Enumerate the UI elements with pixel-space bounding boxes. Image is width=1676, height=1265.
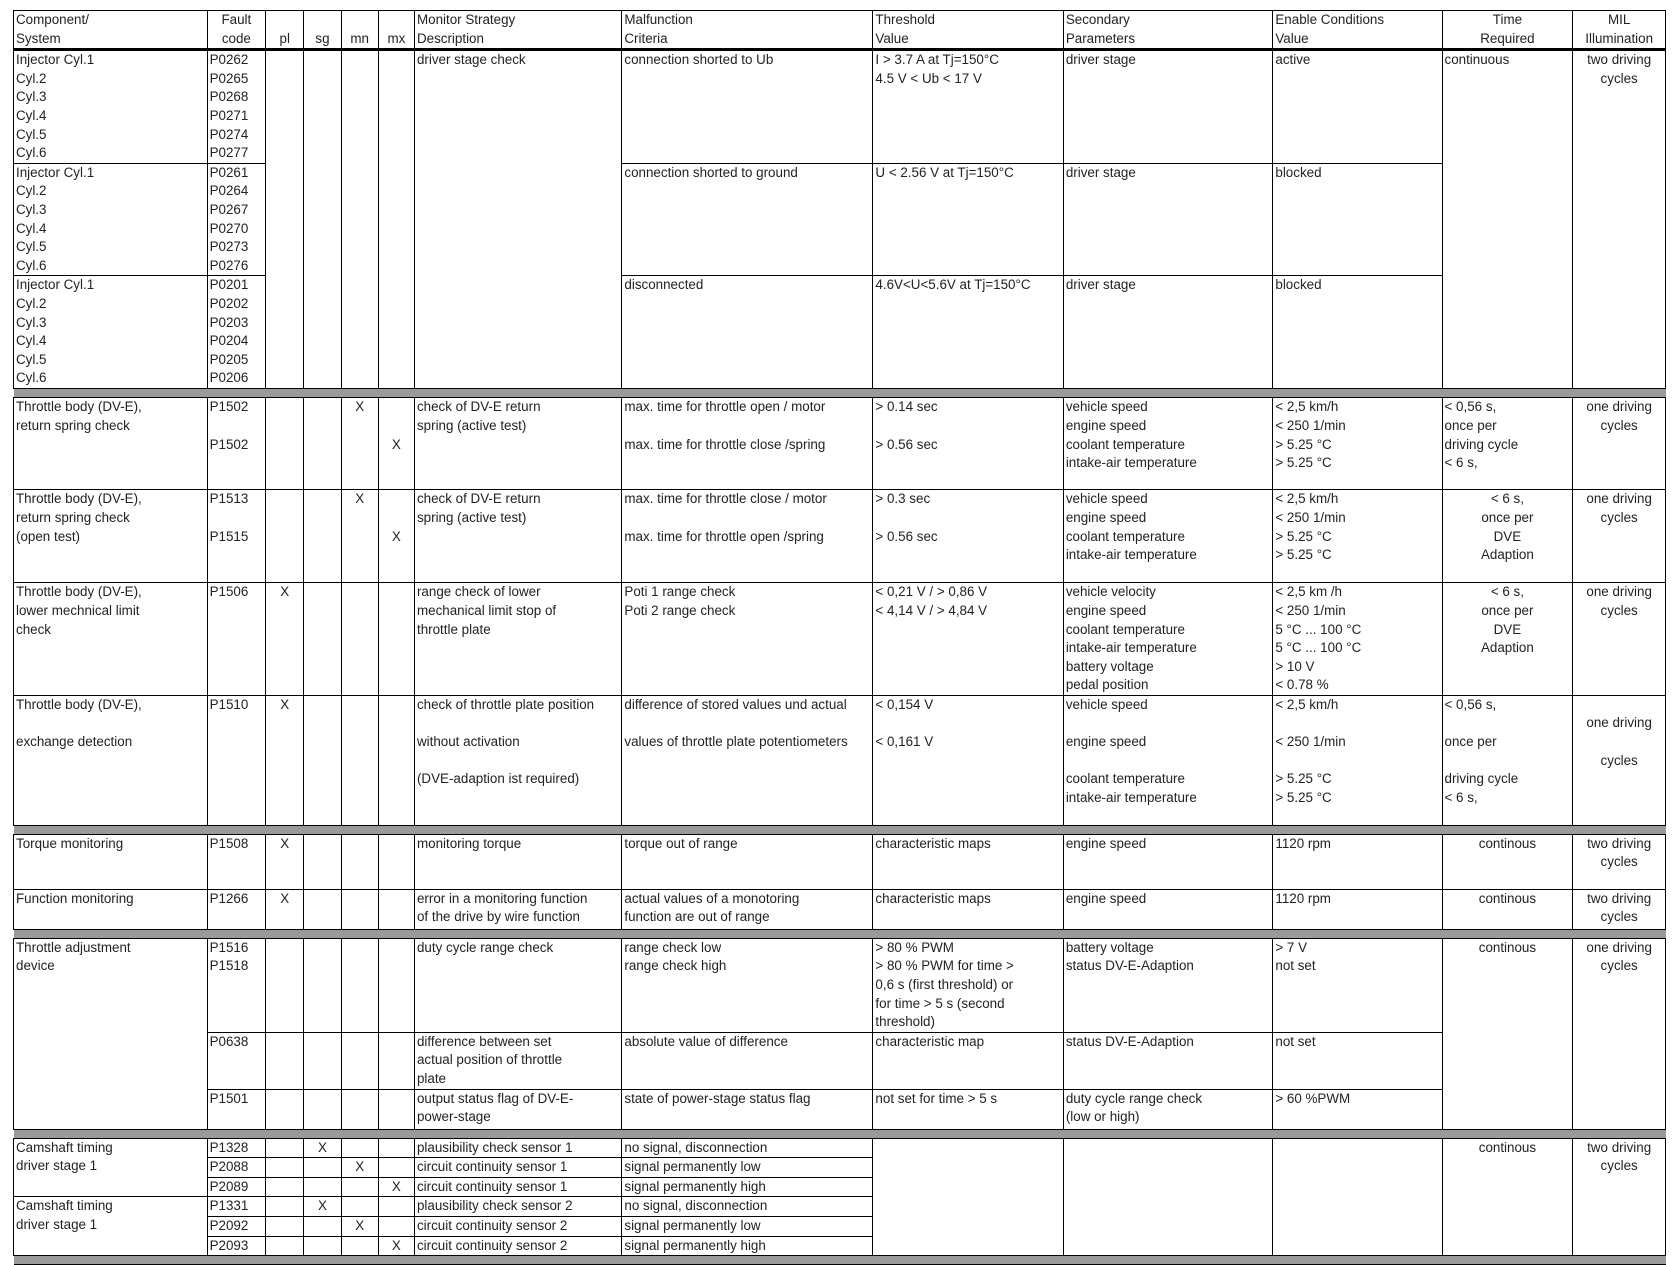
monitor-cell: difference between set actual position of throttle plate xyxy=(414,1032,621,1089)
malfunction-cell: connection shorted to Ub xyxy=(622,50,873,164)
secondary-cell: vehicle speed engine speed coolant temperature intake-air temperature xyxy=(1063,695,1273,825)
secondary-cell: driver stage xyxy=(1063,163,1273,276)
time-cell: < 6 s, once per DVE Adaption xyxy=(1442,490,1573,583)
table-row xyxy=(14,695,1666,825)
col-malfunction: Malfunction Criteria xyxy=(622,11,873,50)
enable-cell: < 2,5 km/h < 250 1/min > 5.25 °C > 5.25 °C xyxy=(1273,398,1442,490)
threshold-cell: characteristic maps xyxy=(873,834,1063,889)
time-cell: continuous xyxy=(1442,50,1573,389)
mil-cell: one driving cycles xyxy=(1573,583,1666,696)
component-cell: Camshaft timing driver stage 1 xyxy=(14,1138,208,1197)
table-row xyxy=(14,163,1666,276)
mx-mark xyxy=(378,1138,414,1158)
malfunction-cell: actual values of a monotoring function are out of range xyxy=(622,889,873,929)
col-secondary: Secondary Parameters xyxy=(1063,11,1273,50)
mil-cell: one driving cycles xyxy=(1573,695,1666,825)
col-mx: mx xyxy=(378,11,414,50)
time-cell: < 0,56 s, once per driving cycle < 6 s, xyxy=(1442,695,1573,825)
threshold-cell: > 0.3 sec > 0.56 sec xyxy=(873,490,1063,583)
fault-code-cell: P0638 xyxy=(207,1032,266,1089)
fault-code-cell: P1508 xyxy=(207,834,266,889)
threshold-cell: < 0,21 V / > 0,86 V < 4,14 V / > 4,84 V xyxy=(873,583,1063,696)
sg-mark xyxy=(304,1217,341,1237)
fault-code-cell: P0261 P0264 P0267 P0270 P0273 P0276 xyxy=(207,163,266,276)
time-cell: < 6 s, once per DVE Adaption xyxy=(1442,583,1573,696)
malfunction-cell: max. time for throttle close / motor max. time for throttle open /spring xyxy=(622,490,873,583)
mx-mark xyxy=(378,1158,414,1178)
malfunction-cell: signal permanently high xyxy=(622,1236,873,1256)
fault-code-cell: P0262 P0265 P0268 P0271 P0274 P0277 xyxy=(207,50,266,164)
col-fault-code: Fault code xyxy=(207,11,266,50)
secondary-cell: engine speed xyxy=(1063,889,1273,929)
monitor-cell: range check of lower mechanical limit stop of throttle plate xyxy=(414,583,621,696)
mil-cell: one driving cycles xyxy=(1573,398,1666,490)
mil-cell: one driving cycles xyxy=(1573,490,1666,583)
monitor-cell: error in a monitoring function of the drive by wire function xyxy=(414,889,621,929)
malfunction-cell: torque out of range xyxy=(622,834,873,889)
malfunction-cell: disconnected xyxy=(622,276,873,389)
table-row xyxy=(14,1089,1666,1129)
component-cell: Throttle body (DV-E), lower mechnical limit check xyxy=(14,583,208,696)
threshold-cell: not set for time > 5 s xyxy=(873,1089,1063,1129)
mx-mark xyxy=(378,1197,414,1217)
enable-cell: 1120 rpm xyxy=(1273,889,1442,929)
monitor-cell: plausibility check sensor 2 xyxy=(414,1197,621,1217)
mn-mark xyxy=(341,1177,378,1197)
monitor-cell: duty cycle range check xyxy=(414,938,621,1032)
table-row xyxy=(14,276,1666,389)
enable-cell: blocked xyxy=(1273,163,1442,276)
col-component: Component/ System xyxy=(14,11,208,50)
monitor-cell: check of DV-E return spring (active test) xyxy=(414,398,621,490)
threshold-cell: characteristic map xyxy=(873,1032,1063,1089)
monitor-cell: output status flag of DV-E- power-stage xyxy=(414,1089,621,1129)
malfunction-cell: absolute value of difference xyxy=(622,1032,873,1089)
malfunction-cell: signal permanently low xyxy=(622,1217,873,1237)
mn-mark: X xyxy=(341,490,378,583)
component-cell: Throttle body (DV-E), return spring check (open test) xyxy=(14,490,208,583)
secondary-cell: vehicle velocity engine speed coolant temperature intake-air temperature battery voltage pedal position xyxy=(1063,583,1273,696)
separator-bar xyxy=(14,929,1666,938)
pl-mark: X xyxy=(266,695,304,825)
secondary-cell: vehicle speed engine speed coolant temperature intake-air temperature xyxy=(1063,490,1273,583)
col-monitor: Monitor Strategy Description xyxy=(414,11,621,50)
component-cell: Injector Cyl.1 Cyl.2 Cyl.3 Cyl.4 Cyl.5 Cyl.6 xyxy=(14,50,208,164)
time-cell: < 0,56 s, once per driving cycle < 6 s, xyxy=(1442,398,1573,490)
sg-mark xyxy=(304,1177,341,1197)
component-cell: Injector Cyl.1 Cyl.2 Cyl.3 Cyl.4 Cyl.5 Cyl.6 xyxy=(14,276,208,389)
enable-cell: blocked xyxy=(1273,276,1442,389)
component-cell: Throttle adjustment device xyxy=(14,938,208,1129)
monitor-cell: driver stage check xyxy=(414,50,621,389)
secondary-cell: duty cycle range check (low or high) xyxy=(1063,1089,1273,1129)
table-row xyxy=(14,1032,1666,1089)
mil-cell: two driving cycles xyxy=(1573,889,1666,929)
table-row xyxy=(14,834,1666,889)
component-cell: Throttle body (DV-E), return spring check xyxy=(14,398,208,490)
monitor-cell: plausibility check sensor 1 xyxy=(414,1138,621,1158)
malfunction-cell: signal permanently low xyxy=(622,1158,873,1178)
fault-code-cell: P2092 xyxy=(207,1217,266,1237)
fault-code-cell: P1502 P1502 xyxy=(207,398,266,490)
monitor-cell: circuit continuity sensor 2 xyxy=(414,1217,621,1237)
mx-mark: X xyxy=(378,1236,414,1256)
malfunction-cell: max. time for throttle open / motor max. time for throttle close /spring xyxy=(622,398,873,490)
monitor-cell: circuit continuity sensor 1 xyxy=(414,1158,621,1178)
threshold-cell: U < 2.56 V at Tj=150°C xyxy=(873,163,1063,276)
time-cell: continous xyxy=(1442,834,1573,889)
sg-mark xyxy=(304,1158,341,1178)
table-row xyxy=(14,938,1666,1032)
table-row xyxy=(14,398,1666,490)
secondary-cell: driver stage xyxy=(1063,276,1273,389)
table-row xyxy=(14,889,1666,929)
time-cell: continous xyxy=(1442,889,1573,929)
fault-code-cell: P1513 P1515 xyxy=(207,490,266,583)
malfunction-cell: no signal, disconnection xyxy=(622,1138,873,1158)
fault-code-cell: P1331 xyxy=(207,1197,266,1217)
enable-cell: > 7 V not set xyxy=(1273,938,1442,1032)
table-row xyxy=(14,490,1666,583)
separator-bar xyxy=(14,1129,1666,1138)
component-cell: Function monitoring xyxy=(14,889,208,929)
table-row xyxy=(14,583,1666,696)
pl-mark: X xyxy=(266,889,304,929)
fault-code-cell: P1516 P1518 xyxy=(207,938,266,1032)
malfunction-cell: no signal, disconnection xyxy=(622,1197,873,1217)
threshold-cell: < 0,154 V < 0,161 V xyxy=(873,695,1063,825)
sg-mark: X xyxy=(304,1197,341,1217)
monitor-table xyxy=(13,10,1666,1265)
enable-cell: < 2,5 km/h < 250 1/min > 5.25 °C > 5.25 °C xyxy=(1273,490,1442,583)
enable-cell: < 2,5 km /h < 250 1/min 5 °C ... 100 °C 5 °C ... 100 °C > 10 V < 0.78 % xyxy=(1273,583,1442,696)
fault-code-cell: P1328 xyxy=(207,1138,266,1158)
malfunction-cell: connection shorted to ground xyxy=(622,163,873,276)
header-row xyxy=(14,11,1666,50)
mil-cell: two driving cycles xyxy=(1573,1138,1666,1256)
secondary-cell: engine speed xyxy=(1063,834,1273,889)
col-time: Time Required xyxy=(1442,11,1573,50)
table-row xyxy=(14,50,1666,164)
obd-monitor-table xyxy=(13,10,1666,1260)
table-row xyxy=(14,1138,1666,1158)
mn-mark: X xyxy=(341,398,378,490)
malfunction-cell: signal permanently high xyxy=(622,1177,873,1197)
mn-mark xyxy=(341,1138,378,1158)
time-cell: continous xyxy=(1442,938,1573,1129)
mx-mark: X xyxy=(378,490,414,583)
threshold-cell: I > 3.7 A at Tj=150°C 4.5 V < Ub < 17 V xyxy=(873,50,1063,164)
pl-mark: X xyxy=(266,834,304,889)
fault-code-cell: P1510 xyxy=(207,695,266,825)
mx-mark: X xyxy=(378,1177,414,1197)
threshold-cell: > 80 % PWM > 80 % PWM for time > 0,6 s (first threshold) or for time > 5 s (second threshold) xyxy=(873,938,1063,1032)
mn-mark: X xyxy=(341,1158,378,1178)
enable-cell: > 60 %PWM xyxy=(1273,1089,1442,1129)
secondary-cell: driver stage xyxy=(1063,50,1273,164)
sg-mark xyxy=(304,1236,341,1256)
threshold-cell: 4.6V<U<5.6V at Tj=150°C xyxy=(873,276,1063,389)
component-cell: Camshaft timing driver stage 1 xyxy=(14,1197,208,1256)
col-sg: sg xyxy=(304,11,341,50)
col-mn: mn xyxy=(341,11,378,50)
mn-mark xyxy=(341,1236,378,1256)
monitor-cell: check of DV-E return spring (active test) xyxy=(414,490,621,583)
malfunction-cell: state of power-stage status flag xyxy=(622,1089,873,1129)
mx-mark xyxy=(378,1217,414,1237)
fault-code-cell: P0201 P0202 P0203 P0204 P0205 P0206 xyxy=(207,276,266,389)
enable-cell: active xyxy=(1273,50,1442,164)
component-cell: Throttle body (DV-E), exchange detection xyxy=(14,695,208,825)
col-enable: Enable Conditions Value xyxy=(1273,11,1442,50)
enable-cell: < 2,5 km/h < 250 1/min > 5.25 °C > 5.25 °C xyxy=(1273,695,1442,825)
separator-bar xyxy=(14,825,1666,834)
col-mil: MIL Illumination xyxy=(1573,11,1666,50)
fault-code-cell: P1266 xyxy=(207,889,266,929)
mx-mark: X xyxy=(378,398,414,490)
separator-bar xyxy=(14,1256,1666,1265)
separator-bar xyxy=(14,389,1666,398)
mil-cell: two driving cycles xyxy=(1573,50,1666,389)
component-cell: Torque monitoring xyxy=(14,834,208,889)
col-pl: pl xyxy=(266,11,304,50)
monitor-cell: circuit continuity sensor 2 xyxy=(414,1236,621,1256)
component-cell: Injector Cyl.1 Cyl.2 Cyl.3 Cyl.4 Cyl.5 Cyl.6 xyxy=(14,163,208,276)
monitor-cell: check of throttle plate position without activation (DVE-adaption ist required) xyxy=(414,695,621,825)
fault-code-cell: P1501 xyxy=(207,1089,266,1129)
enable-cell: 1120 rpm xyxy=(1273,834,1442,889)
threshold-cell: > 0.14 sec > 0.56 sec xyxy=(873,398,1063,490)
fault-code-cell: P2089 xyxy=(207,1177,266,1197)
secondary-cell: vehicle speed engine speed coolant temperature intake-air temperature xyxy=(1063,398,1273,490)
monitor-cell: circuit continuity sensor 1 xyxy=(414,1177,621,1197)
secondary-cell: status DV-E-Adaption xyxy=(1063,1032,1273,1089)
enable-cell: not set xyxy=(1273,1032,1442,1089)
threshold-cell: characteristic maps xyxy=(873,889,1063,929)
time-cell: continous xyxy=(1442,1138,1573,1256)
col-threshold: Threshold Value xyxy=(873,11,1063,50)
malfunction-cell: Poti 1 range check Poti 2 range check xyxy=(622,583,873,696)
mil-cell: two driving cycles xyxy=(1573,834,1666,889)
malfunction-cell: range check low range check high xyxy=(622,938,873,1032)
fault-code-cell: P1506 xyxy=(207,583,266,696)
fault-code-cell: P2093 xyxy=(207,1236,266,1256)
secondary-cell: battery voltage status DV-E-Adaption xyxy=(1063,938,1273,1032)
mn-mark: X xyxy=(341,1217,378,1237)
sg-mark: X xyxy=(304,1138,341,1158)
mil-cell: one driving cycles xyxy=(1573,938,1666,1129)
pl-mark: X xyxy=(266,583,304,696)
fault-code-cell: P2088 xyxy=(207,1158,266,1178)
malfunction-cell: difference of stored values und actual values of throttle plate potentiometers xyxy=(622,695,873,825)
mn-mark xyxy=(341,1197,378,1217)
monitor-cell: monitoring torque xyxy=(414,834,621,889)
